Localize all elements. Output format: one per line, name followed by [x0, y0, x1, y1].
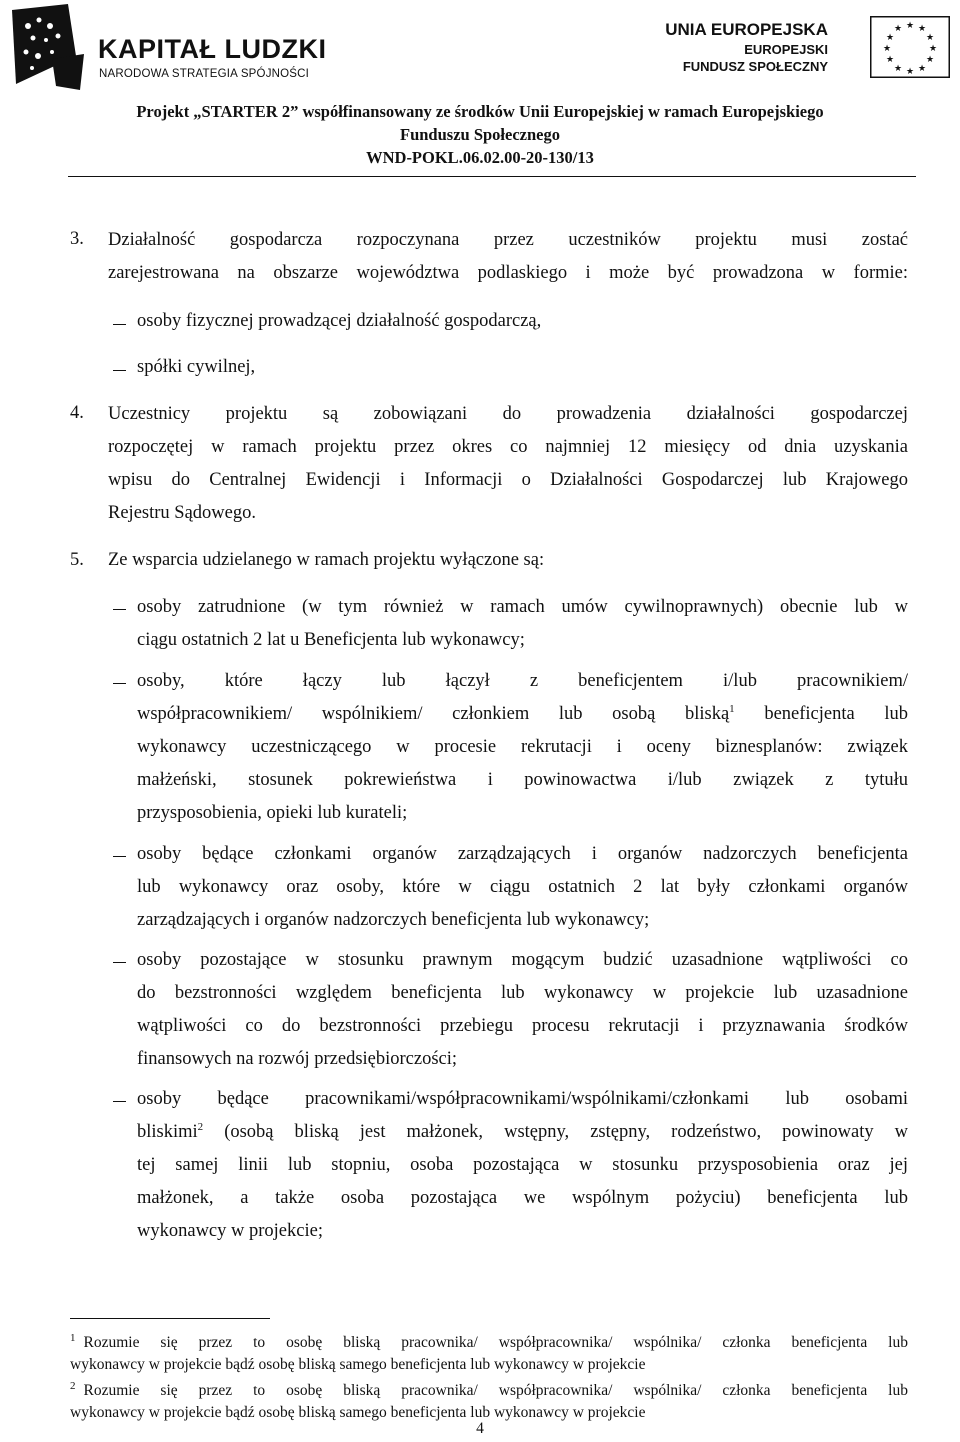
item-line: osoby będące członkami organów zarządzających i organów nadzorczych beneficjenta [137, 844, 908, 864]
footnote-ref-1: 1 [729, 703, 735, 715]
item-line: tej samej linii lub stopniu, osoba pozostająca w stosunku przysposobienia oraz jej [137, 1155, 908, 1175]
section-5-intro: Ze wsparcia udzielanego w ramach projektu wyłączone są: [108, 550, 545, 570]
svg-text:★: ★ [885, 55, 895, 65]
item-line: małżeński, stosunek pokrewieństwa i powinowactwa i/lub związek z tytułu [137, 770, 908, 790]
kapital-ludzki-logo [6, 4, 327, 94]
footnote-line: wykonawcy w projekcie bądź osobę bliską samego beneficjenta lub wykonawcy w projekcie [70, 1356, 646, 1373]
section-3-line: Działalność gospodarcza rozpoczynana przez uczestników projektu musi zostać [108, 230, 908, 250]
item-line: bliskimi$^2$ (osobą bliską jest małżonek, wstępny, zstępny, rodzeństwo, powinowaty w [137, 1121, 908, 1142]
page-number: 4 [476, 1420, 484, 1437]
section-4-text [108, 398, 908, 530]
kapital-ludzki-subtitle: NARODOWA STRATEGIA SPÓJNOŚCI [99, 68, 310, 80]
svg-text:★: ★ [905, 67, 915, 77]
svg-text:★: ★ [928, 44, 938, 54]
project-line-1: Projekt „STARTER 2” współfinansowany ze środków Unii Europejskiej w ramach Europejskiego [136, 102, 824, 121]
section-4-line: Rejestru Sądowego. [108, 503, 256, 523]
item-line: wykonawcy uczestniczącego w procesie rekrutacji i oceny biznesplanów: związek [137, 737, 908, 757]
dash-bullet [113, 609, 126, 610]
kapital-ludzki-title: KAPITAŁ LUDZKI [98, 34, 327, 64]
footnote-2: $^2$ Rozumie się przez to osobę bliską pracownika/ współpracownika/ wspólnika/ członka beneficjenta lub wykonawcy w projekcie bądź osobę bliską samego beneficjenta lub wykonawcy w projekcie [70, 1380, 908, 1424]
eu-subtitle-2: FUNDUSZ SPOŁECZNY [682, 59, 828, 74]
eu-title: UNIA EUROPEJSKA [665, 20, 828, 39]
header-divider [68, 176, 916, 177]
svg-text:★: ★ [917, 24, 927, 34]
section-5-number: 5. [70, 550, 84, 570]
svg-text:★: ★ [885, 33, 895, 43]
section-5-item-3 [137, 838, 908, 937]
item-line: wątpliwości co do bezstronności przebiegu procesu rekrutacji i przyznawania środków [137, 1016, 908, 1036]
section-5-item-5 [137, 1083, 908, 1248]
footnote-divider [70, 1318, 270, 1319]
item-line: finansowych na rozwój przedsiębiorczości; [137, 1049, 458, 1069]
section-3-item: spółki cywilnej, [137, 357, 256, 377]
svg-text:★: ★ [925, 55, 935, 65]
eu-subtitle-1: EUROPEJSKI [744, 42, 828, 57]
svg-text:★: ★ [893, 64, 903, 74]
section-3-line: zarejestrowana na obszarze województwa podlaskiego i może być prowadzona w formie: [108, 263, 908, 283]
dash-bullet [113, 962, 126, 963]
eu-flag-icon [870, 16, 950, 78]
footnote-mark: 1 [70, 1332, 76, 1344]
svg-text:★: ★ [905, 21, 915, 31]
svg-text:★: ★ [917, 64, 927, 74]
section-4-line: wpisu do Centralnej Ewidencji i Informacji o Działalności Gospodarczej lub Krajowego [108, 470, 908, 490]
dash-bullet [113, 683, 126, 684]
project-line-3: WND-POKL.06.02.00-20-130/13 [366, 148, 594, 167]
item-line: lub wykonawcy oraz osoby, które w ciągu ostatnich 2 lat były członkami organów [137, 877, 908, 897]
item-line: zarządzających i organów nadzorczych beneficjenta lub wykonawcy; [137, 910, 650, 930]
dash-bullet [113, 1101, 126, 1102]
section-3-number: 3. [70, 229, 84, 249]
section-4-line: rozpoczętej w ramach projektu przez okres co najmniej 12 miesięcy od dnia uzyskania [108, 437, 908, 457]
item-line: wykonawcy w projekcie; [137, 1221, 323, 1241]
footnote-line: wykonawcy w projekcie bądź osobę bliską samego beneficjenta lub wykonawcy w projekcie [70, 1404, 646, 1421]
project-line-2: Funduszu Społecznego [400, 125, 560, 144]
section-5-item-2 [137, 665, 908, 830]
svg-text:★: ★ [893, 24, 903, 34]
item-line: osoby będące pracownikami/współpracownikami/wspólnikami/członkami lub osobami [137, 1089, 908, 1109]
svg-text:★: ★ [925, 33, 935, 43]
section-3-text [108, 224, 908, 290]
item-line: ciągu ostatnich 2 lat u Beneficjenta lub wykonawcy; [137, 630, 525, 650]
dash-bullet [113, 370, 126, 371]
section-5-item-1 [137, 591, 908, 657]
svg-text:★: ★ [882, 44, 892, 54]
item-line: przysposobienia, opieki lub kurateli; [137, 803, 408, 823]
item-line: małżonek, a także osoba pozostająca we wspólnym pożyciu) beneficjenta lub [137, 1188, 908, 1208]
item-line: osoby, które łączy lub łączył z beneficjentem i/lub pracownikiem/ [137, 671, 908, 691]
footnote-mark: 2 [70, 1380, 76, 1392]
page-header [0, 0, 960, 180]
section-4-number: 4. [70, 403, 84, 423]
section-3-item: osoby fizycznej prowadzącej działalność gospodarczą, [137, 311, 542, 331]
section-4-line: Uczestnicy projektu są zobowiązani do prowadzenia działalności gospodarczej [108, 404, 908, 424]
footnote-ref-2: 2 [197, 1121, 204, 1133]
item-line: osoby pozostające w stosunku prawnym mogącym budzić uzasadnione wątpliwości co [137, 950, 908, 970]
eu-logo [665, 12, 952, 82]
item-line: do bezstronności względem beneficjenta lub wykonawcy w projekcie lub uzasadnione [137, 983, 908, 1003]
item-line: osoby zatrudnione (w tym również w ramach umów cywilnoprawnych) obecnie lub w [137, 597, 908, 617]
item-line: współpracownikiem/ wspólnikiem/ członkiem lub osobą bliską$^1$ beneficjenta lub [137, 703, 908, 724]
dash-bullet [113, 324, 126, 325]
project-info [60, 100, 900, 169]
kapital-ludzki-emblem-icon [6, 4, 86, 90]
footnote-1: $^1$ Rozumie się przez to osobę bliską pracownika/ współpracownika/ wspólnika/ członka beneficjenta lub wykonawcy w projekcie bądź osobę bliską samego beneficjenta lub wykonawcy w projekcie [70, 1332, 908, 1376]
section-5-item-4 [137, 944, 908, 1076]
dash-bullet [113, 856, 126, 857]
